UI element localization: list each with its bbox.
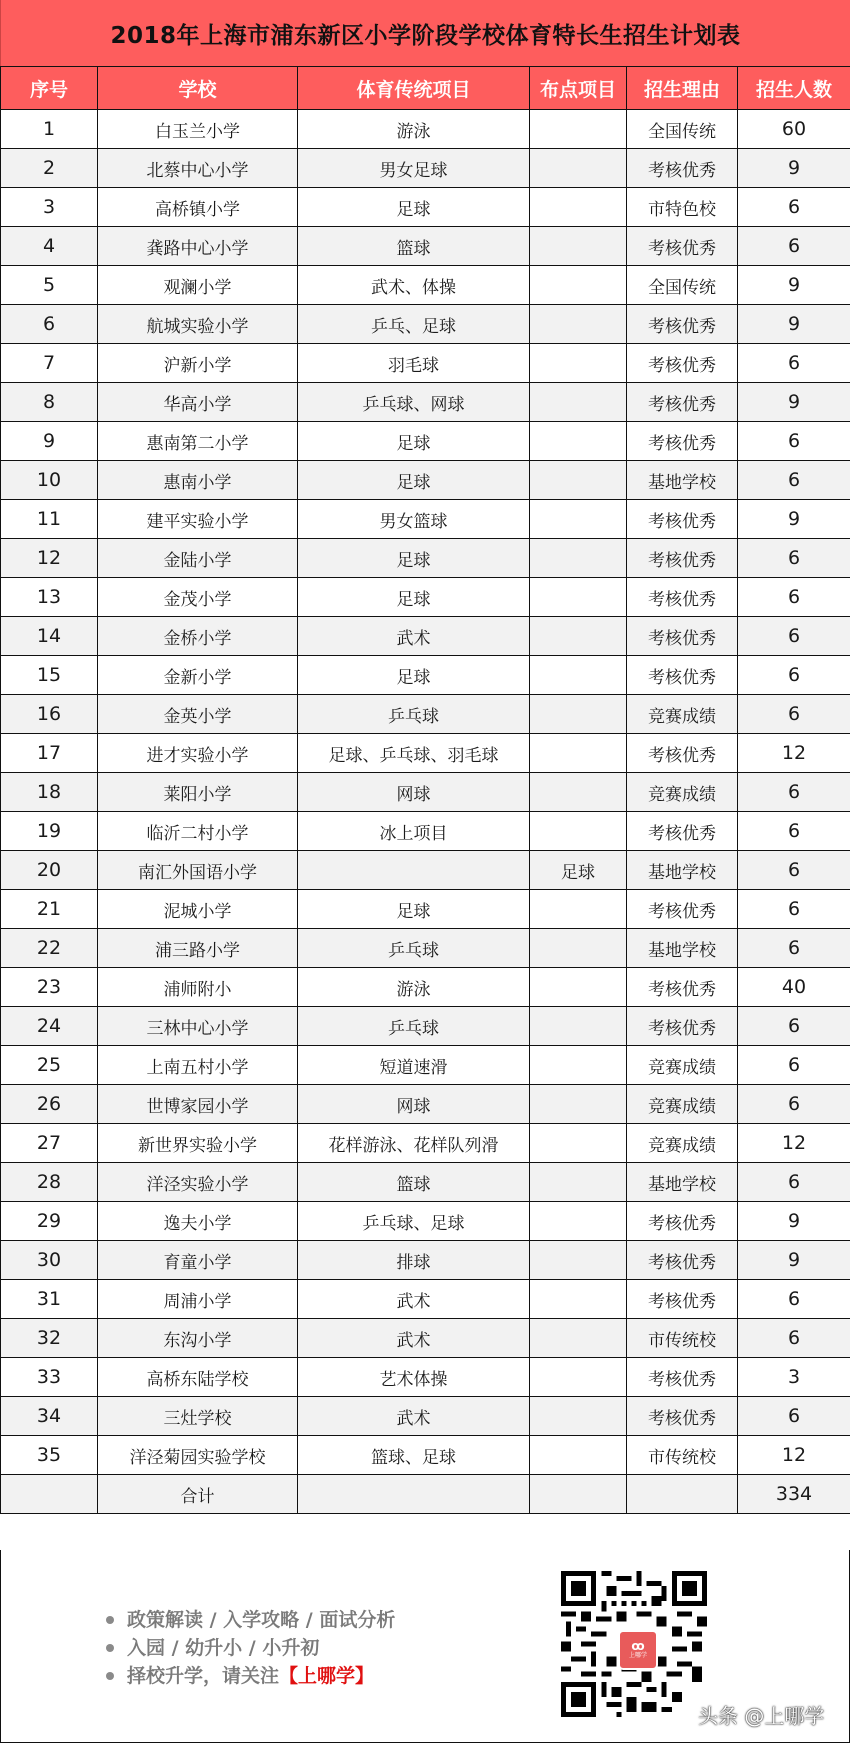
cell-reason: 考核优秀 <box>627 968 738 1007</box>
cell-sport: 游泳 <box>298 968 530 1007</box>
cell-count: 6 <box>738 188 850 227</box>
cell-reason: 基地学校 <box>627 1163 738 1202</box>
cell-school: 莱阳小学 <box>98 773 298 812</box>
cell-sport: 乒乓球 <box>298 1007 530 1046</box>
cell-count: 6 <box>738 1085 850 1124</box>
cell-sport: 足球 <box>298 539 530 578</box>
cell-no: 24 <box>1 1007 98 1046</box>
cell-site <box>530 890 627 929</box>
cell-sport: 篮球 <box>298 1163 530 1202</box>
cell-no: 15 <box>1 656 98 695</box>
cell-school: 合计 <box>98 1475 298 1514</box>
cell-site <box>530 461 627 500</box>
cell-site <box>530 539 627 578</box>
cell-count: 9 <box>738 266 850 305</box>
table-row <box>1 1046 850 1085</box>
table-row <box>1 1280 850 1319</box>
promo-item <box>106 1606 395 1634</box>
cell-sport: 乒乓球、网球 <box>298 383 530 422</box>
cell-school: 新世界实验小学 <box>98 1124 298 1163</box>
cell-school: 临沂二村小学 <box>98 812 298 851</box>
table-row <box>1 266 850 305</box>
cell-sport: 羽毛球 <box>298 344 530 383</box>
cell-sport: 花样游泳、花样队列滑 <box>298 1124 530 1163</box>
cell-site <box>530 383 627 422</box>
cell-no: 2 <box>1 149 98 188</box>
cell-reason: 考核优秀 <box>627 1397 738 1436</box>
table-row <box>1 1241 850 1280</box>
cell-reason: 竞赛成绩 <box>627 1085 738 1124</box>
cell-count: 6 <box>738 929 850 968</box>
table-row <box>1 422 850 461</box>
cell-reason: 考核优秀 <box>627 344 738 383</box>
cell-site <box>530 1319 627 1358</box>
cell-reason: 考核优秀 <box>627 1280 738 1319</box>
cell-school: 洋泾实验小学 <box>98 1163 298 1202</box>
cell-no: 18 <box>1 773 98 812</box>
table-row <box>1 110 850 149</box>
cell-no: 25 <box>1 1046 98 1085</box>
table-row <box>1 539 850 578</box>
cell-no: 1 <box>1 110 98 149</box>
cell-no: 34 <box>1 1397 98 1436</box>
cell-reason: 基地学校 <box>627 851 738 890</box>
cell-reason: 全国传统 <box>627 110 738 149</box>
cell-no: 31 <box>1 1280 98 1319</box>
cell-no: 19 <box>1 812 98 851</box>
cell-no: 9 <box>1 422 98 461</box>
table-header-row <box>1 67 850 110</box>
cell-reason: 考核优秀 <box>627 227 738 266</box>
cell-no: 23 <box>1 968 98 1007</box>
cell-school: 高桥镇小学 <box>98 188 298 227</box>
cell-no: 17 <box>1 734 98 773</box>
table-row <box>1 929 850 968</box>
cell-reason: 考核优秀 <box>627 500 738 539</box>
cell-sport: 足球 <box>298 890 530 929</box>
cell-count: 9 <box>738 383 850 422</box>
promo-text: 择校升学，请关注 <box>127 1665 280 1687</box>
cell-sport: 武术 <box>298 1280 530 1319</box>
cell-school: 南汇外国语小学 <box>98 851 298 890</box>
table-row <box>1 968 850 1007</box>
cell-school: 浦师附小 <box>98 968 298 1007</box>
cell-school: 高桥东陆学校 <box>98 1358 298 1397</box>
header-site: 布点项目 <box>530 67 627 110</box>
cell-count: 6 <box>738 1397 850 1436</box>
title-bar <box>0 0 850 66</box>
cell-count: 6 <box>738 773 850 812</box>
table-row <box>1 1319 850 1358</box>
cell-reason: 考核优秀 <box>627 656 738 695</box>
cell-site <box>530 1358 627 1397</box>
cell-site <box>530 1475 627 1514</box>
cell-reason: 竞赛成绩 <box>627 773 738 812</box>
cell-sport: 武术 <box>298 617 530 656</box>
cell-school: 三灶学校 <box>98 1397 298 1436</box>
cell-school: 建平实验小学 <box>98 500 298 539</box>
cell-reason: 考核优秀 <box>627 1241 738 1280</box>
cell-school: 进才实验小学 <box>98 734 298 773</box>
cell-school: 惠南小学 <box>98 461 298 500</box>
header-count: 招生人数 <box>738 67 850 110</box>
promo-item <box>106 1662 395 1690</box>
table-row <box>1 383 850 422</box>
promo-text: 政策解读 / 入学攻略 / 面试分析 <box>127 1609 396 1631</box>
cell-sport <box>298 1475 530 1514</box>
cell-reason: 考核优秀 <box>627 422 738 461</box>
cell-site <box>530 149 627 188</box>
table-row <box>1 500 850 539</box>
cell-sport: 游泳 <box>298 110 530 149</box>
cell-count: 6 <box>738 539 850 578</box>
brand-logo <box>618 1630 658 1670</box>
cell-count: 6 <box>738 1046 850 1085</box>
table-row <box>1 734 850 773</box>
cell-school: 金新小学 <box>98 656 298 695</box>
cell-no: 21 <box>1 890 98 929</box>
cell-reason: 考核优秀 <box>627 890 738 929</box>
cell-school: 洋泾菊园实验学校 <box>98 1436 298 1475</box>
cell-reason: 考核优秀 <box>627 1358 738 1397</box>
cell-count: 12 <box>738 734 850 773</box>
cell-school: 逸夫小学 <box>98 1202 298 1241</box>
cell-site <box>530 1436 627 1475</box>
cell-site <box>530 305 627 344</box>
cell-reason <box>627 1475 738 1514</box>
cell-count: 6 <box>738 227 850 266</box>
cell-sport: 篮球、足球 <box>298 1436 530 1475</box>
infinity-logo-icon: ꝏ <box>631 1639 645 1653</box>
table-row <box>1 656 850 695</box>
cell-site <box>530 617 627 656</box>
cell-sport: 武术、体操 <box>298 266 530 305</box>
header-no: 序号 <box>1 67 98 110</box>
table-row <box>1 1124 850 1163</box>
cell-sport: 冰上项目 <box>298 812 530 851</box>
cell-reason: 竞赛成绩 <box>627 1124 738 1163</box>
cell-reason: 竞赛成绩 <box>627 1046 738 1085</box>
cell-site <box>530 188 627 227</box>
total-row <box>1 1475 850 1514</box>
cell-sport: 乒乓、足球 <box>298 305 530 344</box>
cell-site <box>530 929 627 968</box>
cell-site <box>530 1046 627 1085</box>
cell-reason: 基地学校 <box>627 929 738 968</box>
cell-no: 11 <box>1 500 98 539</box>
enrollment-plan-table <box>0 66 850 1514</box>
cell-site <box>530 1241 627 1280</box>
cell-site <box>530 1163 627 1202</box>
cell-no: 8 <box>1 383 98 422</box>
cell-site <box>530 656 627 695</box>
cell-site <box>530 812 627 851</box>
promo-bullets <box>106 1606 395 1690</box>
cell-sport: 网球 <box>298 773 530 812</box>
cell-site <box>530 695 627 734</box>
cell-no: 13 <box>1 578 98 617</box>
cell-school: 惠南第二小学 <box>98 422 298 461</box>
cell-reason: 考核优秀 <box>627 1202 738 1241</box>
cell-school: 观澜小学 <box>98 266 298 305</box>
cell-reason: 基地学校 <box>627 461 738 500</box>
cell-site <box>530 1007 627 1046</box>
table-row <box>1 695 850 734</box>
cell-site <box>530 1124 627 1163</box>
table-row <box>1 188 850 227</box>
cell-sport: 篮球 <box>298 227 530 266</box>
cell-reason: 竞赛成绩 <box>627 695 738 734</box>
cell-count: 6 <box>738 461 850 500</box>
table-row <box>1 773 850 812</box>
cell-sport: 武术 <box>298 1397 530 1436</box>
cell-sport: 乒乓球 <box>298 695 530 734</box>
cell-reason: 市特色校 <box>627 188 738 227</box>
table-row <box>1 1202 850 1241</box>
cell-site <box>530 968 627 1007</box>
cell-sport: 男女篮球 <box>298 500 530 539</box>
table-row <box>1 344 850 383</box>
table-row <box>1 812 850 851</box>
cell-no: 29 <box>1 1202 98 1241</box>
cell-reason: 考核优秀 <box>627 539 738 578</box>
cell-count: 9 <box>738 1241 850 1280</box>
cell-count: 6 <box>738 695 850 734</box>
table-row <box>1 617 850 656</box>
cell-no: 4 <box>1 227 98 266</box>
cell-sport: 短道速滑 <box>298 1046 530 1085</box>
brand-logo-label: 上哪学 <box>628 1652 647 1659</box>
cell-count: 12 <box>738 1124 850 1163</box>
cell-reason: 市传统校 <box>627 1436 738 1475</box>
cell-school: 周浦小学 <box>98 1280 298 1319</box>
cell-site <box>530 500 627 539</box>
cell-count: 3 <box>738 1358 850 1397</box>
cell-school: 育童小学 <box>98 1241 298 1280</box>
cell-site <box>530 1397 627 1436</box>
cell-count: 334 <box>738 1475 850 1514</box>
cell-count: 9 <box>738 305 850 344</box>
table-row <box>1 1397 850 1436</box>
cell-reason: 全国传统 <box>627 266 738 305</box>
cell-site <box>530 1085 627 1124</box>
cell-no <box>1 1475 98 1514</box>
cell-count: 9 <box>738 1202 850 1241</box>
cell-school: 航城实验小学 <box>98 305 298 344</box>
cell-school: 沪新小学 <box>98 344 298 383</box>
cell-sport: 乒乓球 <box>298 929 530 968</box>
cell-school: 华高小学 <box>98 383 298 422</box>
cell-no: 14 <box>1 617 98 656</box>
cell-school: 上南五村小学 <box>98 1046 298 1085</box>
cell-count: 6 <box>738 812 850 851</box>
cell-no: 3 <box>1 188 98 227</box>
cell-site <box>530 578 627 617</box>
cell-reason: 考核优秀 <box>627 734 738 773</box>
cell-school: 金茂小学 <box>98 578 298 617</box>
cell-site <box>530 110 627 149</box>
cell-school: 三林中心小学 <box>98 1007 298 1046</box>
cell-count: 6 <box>738 1319 850 1358</box>
cell-school: 东沟小学 <box>98 1319 298 1358</box>
cell-reason: 考核优秀 <box>627 617 738 656</box>
cell-count: 6 <box>738 344 850 383</box>
table-row <box>1 1085 850 1124</box>
cell-sport: 男女足球 <box>298 149 530 188</box>
cell-reason: 考核优秀 <box>627 812 738 851</box>
cell-no: 35 <box>1 1436 98 1475</box>
cell-reason: 考核优秀 <box>627 305 738 344</box>
cell-site <box>530 773 627 812</box>
cell-sport: 足球 <box>298 461 530 500</box>
cell-count: 6 <box>738 1163 850 1202</box>
table-row <box>1 227 850 266</box>
cell-reason: 市传统校 <box>627 1319 738 1358</box>
cell-count: 6 <box>738 656 850 695</box>
cell-site <box>530 734 627 773</box>
cell-school: 白玉兰小学 <box>98 110 298 149</box>
cell-no: 7 <box>1 344 98 383</box>
cell-sport: 乒乓球、足球 <box>298 1202 530 1241</box>
cell-no: 20 <box>1 851 98 890</box>
table-row <box>1 890 850 929</box>
header-school: 学校 <box>98 67 298 110</box>
cell-no: 30 <box>1 1241 98 1280</box>
cell-sport: 艺术体操 <box>298 1358 530 1397</box>
cell-school: 龚路中心小学 <box>98 227 298 266</box>
cell-reason: 考核优秀 <box>627 383 738 422</box>
table-row <box>1 461 850 500</box>
cell-no: 6 <box>1 305 98 344</box>
cell-site <box>530 422 627 461</box>
cell-count: 6 <box>738 617 850 656</box>
header-sport: 体育传统项目 <box>298 67 530 110</box>
cell-reason: 考核优秀 <box>627 578 738 617</box>
promo-text: 入园 / 幼升小 / 小升初 <box>127 1637 320 1659</box>
cell-site: 足球 <box>530 851 627 890</box>
table-row <box>1 578 850 617</box>
cell-site <box>530 227 627 266</box>
cell-school: 金陆小学 <box>98 539 298 578</box>
table-row <box>1 149 850 188</box>
cell-count: 6 <box>738 578 850 617</box>
table-row <box>1 305 850 344</box>
cell-sport: 足球 <box>298 422 530 461</box>
cell-count: 6 <box>738 1280 850 1319</box>
cell-count: 40 <box>738 968 850 1007</box>
cell-no: 5 <box>1 266 98 305</box>
cell-sport: 网球 <box>298 1085 530 1124</box>
cell-no: 27 <box>1 1124 98 1163</box>
cell-count: 6 <box>738 422 850 461</box>
cell-no: 28 <box>1 1163 98 1202</box>
cell-count: 9 <box>738 500 850 539</box>
cell-no: 10 <box>1 461 98 500</box>
cell-no: 32 <box>1 1319 98 1358</box>
cell-school: 北蔡中心小学 <box>98 149 298 188</box>
cell-count: 6 <box>738 1007 850 1046</box>
cell-no: 33 <box>1 1358 98 1397</box>
bullet-icon <box>106 1672 114 1680</box>
cell-site <box>530 1280 627 1319</box>
cell-site <box>530 1202 627 1241</box>
cell-no: 22 <box>1 929 98 968</box>
cell-school: 金桥小学 <box>98 617 298 656</box>
cell-sport: 足球 <box>298 578 530 617</box>
table-row <box>1 851 850 890</box>
cell-school: 浦三路小学 <box>98 929 298 968</box>
table-row <box>1 1436 850 1475</box>
bullet-icon <box>106 1644 114 1652</box>
brand-highlight: 【上哪学】 <box>279 1665 375 1687</box>
cell-count: 9 <box>738 149 850 188</box>
promo-item <box>106 1634 395 1662</box>
cell-sport: 足球、乒乓球、羽毛球 <box>298 734 530 773</box>
cell-sport: 武术 <box>298 1319 530 1358</box>
cell-sport <box>298 851 530 890</box>
cell-no: 26 <box>1 1085 98 1124</box>
cell-reason: 考核优秀 <box>627 149 738 188</box>
cell-sport: 排球 <box>298 1241 530 1280</box>
cell-no: 12 <box>1 539 98 578</box>
footer-promo <box>0 1550 850 1743</box>
cell-reason: 考核优秀 <box>627 1007 738 1046</box>
page-title: 2018年上海市浦东新区小学阶段学校体育特长生招生计划表 <box>110 22 741 49</box>
cell-count: 12 <box>738 1436 850 1475</box>
cell-sport: 足球 <box>298 656 530 695</box>
cell-school: 金英小学 <box>98 695 298 734</box>
cell-count: 6 <box>738 890 850 929</box>
cell-sport: 足球 <box>298 188 530 227</box>
table-row <box>1 1007 850 1046</box>
cell-count: 60 <box>738 110 850 149</box>
bullet-icon <box>106 1616 114 1624</box>
header-reason: 招生理由 <box>627 67 738 110</box>
table-row <box>1 1358 850 1397</box>
cell-no: 16 <box>1 695 98 734</box>
cell-school: 泥城小学 <box>98 890 298 929</box>
watermark: 头条 @上哪学 <box>698 1704 825 1728</box>
cell-site <box>530 266 627 305</box>
table-row <box>1 1163 850 1202</box>
cell-school: 世博家园小学 <box>98 1085 298 1124</box>
cell-site <box>530 344 627 383</box>
cell-count: 6 <box>738 851 850 890</box>
